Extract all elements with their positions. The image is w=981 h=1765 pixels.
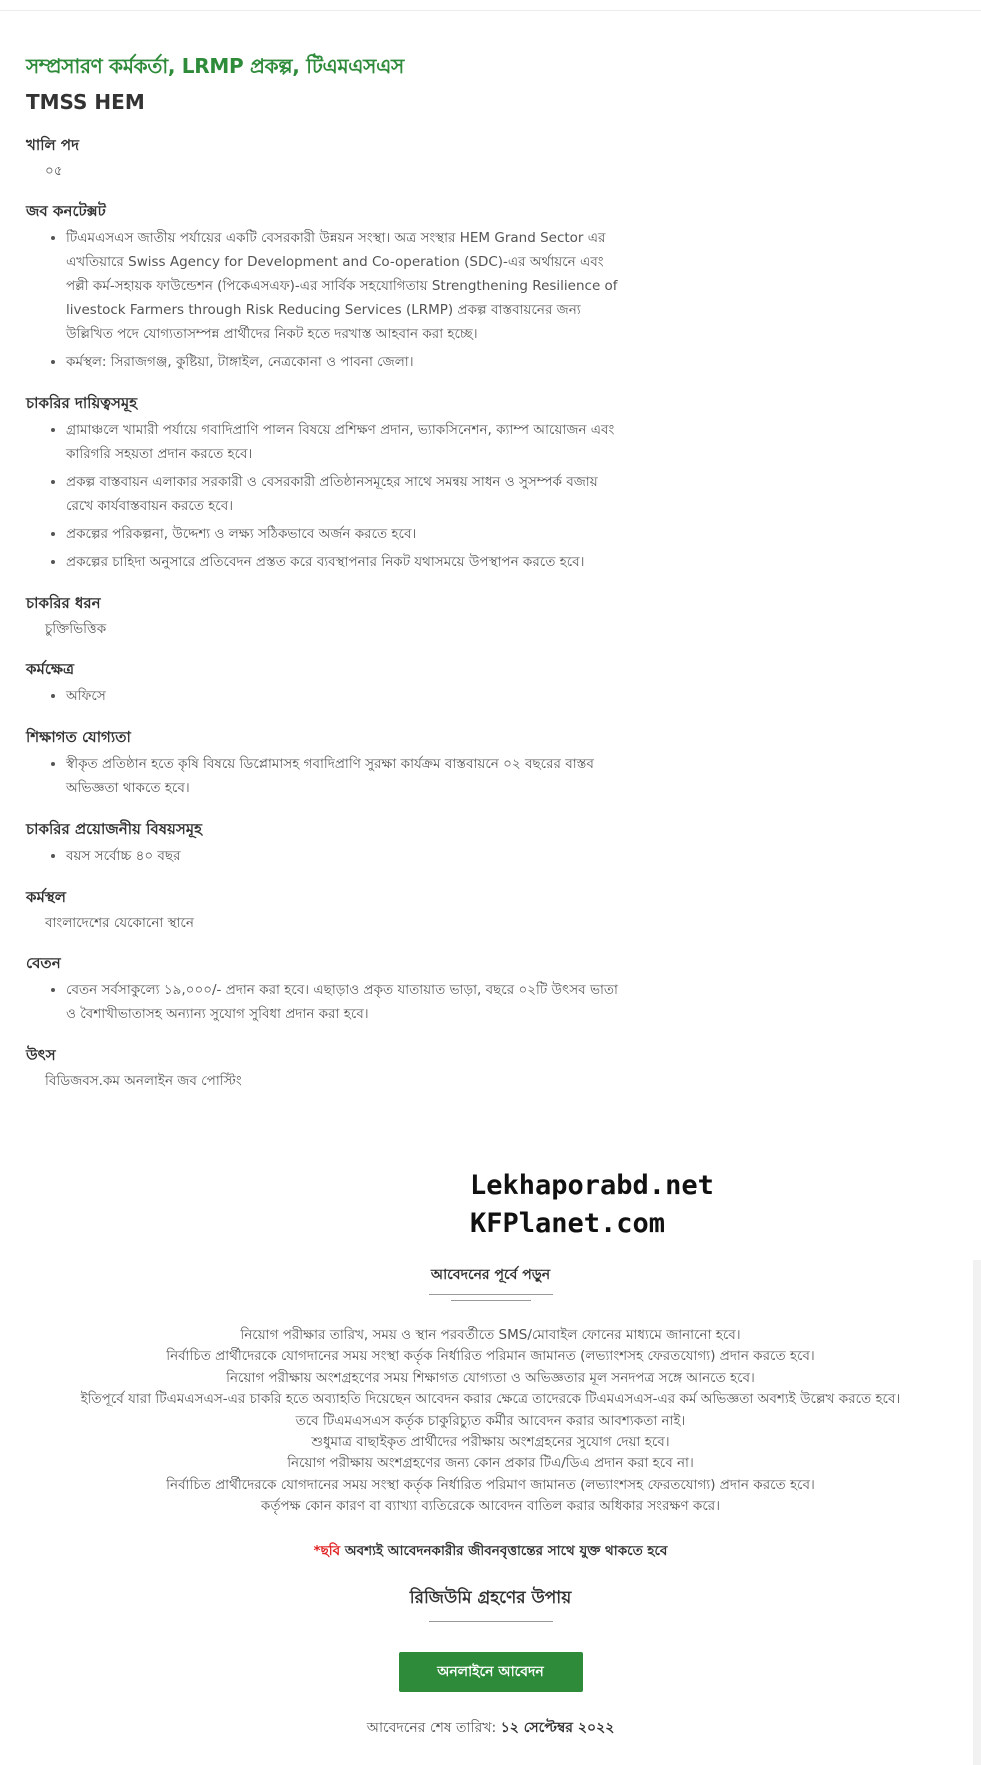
photo-requirement	[0, 1540, 981, 1563]
notice-heading: আবেদনের পূর্বে পড়ুন	[430, 1267, 551, 1283]
location-heading: কর্মস্থল	[26, 888, 66, 906]
notice-line: তবে টিএমএসএস কর্তৃক চাকুরিচ্যুত কর্মীর আবেদন করার আবশ্যকতা নাই।	[295, 1412, 686, 1429]
list-item: • গ্রামাঞ্চলে খামারী পর্যায়ে গবাদিপ্রাণি পালন বিষয়ে প্রশিক্ষণ প্রদান, ভ্যাকসিনেশন, ক্যাম্প আয়োজন এবং কারিগরি সহয়তা প্রদান করতে হবে।	[66, 418, 626, 466]
requirements-section	[26, 818, 626, 868]
responsibilities-list	[26, 418, 626, 574]
notice-line: নির্বাচিত প্রার্থীদেরকে যোগদানের সময় সংস্থা কর্তৃক নির্ধারিত পরিমাণ জামানত (লভ্যাংশসহ ফেরতযোগ্য) প্রদান করতে হবে।	[166, 1476, 815, 1493]
job-type-value: চুক্তিভিত্তিক	[45, 621, 107, 637]
deadline-date: ১২ সেপ্টেম্বর ২০২২	[500, 1719, 615, 1736]
salary-list	[26, 978, 626, 1026]
source-value: বিডিজবস.কম অনলাইন জব পোস্টিং	[45, 1073, 242, 1089]
location-value: বাংলাদেশের যেকোনো স্থানে	[45, 915, 194, 931]
source-heading: উৎস	[26, 1046, 56, 1064]
location-section	[26, 886, 626, 934]
notice-line: নির্বাচিত প্রার্থীদেরকে যোগদানের সময় সংস্থা কর্তৃক নির্ধারিত পরিমান জামানত (লভ্যাংশসহ ফেরতযোগ্য) প্রদান করতে হবে।	[166, 1348, 815, 1365]
notice-line: নিয়োগ পরীক্ষায় অংশগ্রহণের জন্য কোন প্রকার টিএ/ডিএ প্রদান করা হবে না।	[287, 1455, 694, 1472]
notice-line: নিয়োগ পরীক্ষার তারিখ, সময় ও স্থান পরবর্তীতে SMS/মোবাইল ফোনের মাধ্যমে জানানো হবে।	[240, 1327, 741, 1343]
job-context-list	[26, 226, 626, 374]
workplace-list	[26, 684, 626, 708]
job-type-heading: চাকরির ধরন	[26, 594, 101, 612]
job-type-section	[26, 592, 626, 640]
watermark-line-1: Lekhaporabd.net	[470, 1170, 714, 1201]
list-item: • কর্মস্থল: সিরাজগঞ্জ, কুষ্টিয়া, টাঙ্গাইল, নেত্রকোনা ও পাবনা জেলা।	[66, 350, 626, 374]
list-item: • বয়স সর্বোচ্চ ৪০ বছর	[66, 844, 626, 868]
photo-requirement-text: অবশ্যই আবেদনকারীর জীবনবৃত্তান্তের সাথে যুক্ত থাকতে হবে	[340, 1542, 668, 1559]
job-title: সম্প্রসারণ কর্মকর্তা, LRMP প্রকল্প, টিএমএসএস	[26, 54, 404, 78]
notice-line: ইতিপূর্বে যারা টিএমএসএস-এর চাকরি হতে অব্যাহতি দিয়েছেন আবেদন করার ক্ষেত্রে তাদেরকে টিএমএসএস-এর কর্ম অভিজ্ঞতা অবশ্যই উল্লেখ করতে হবে।	[80, 1391, 901, 1408]
education-heading: শিক্ষাগত যোগ্যতা	[26, 728, 131, 746]
job-context-heading: জব কনটেক্সট	[26, 202, 106, 220]
company-name: TMSS HEM	[26, 90, 145, 114]
list-item: • প্রকল্পের চাহিদা অনুসারে প্রতিবেদন প্রস্তত করে ব্যবস্থাপনার নিকট যথাসময়ে উপস্থাপন করতে হবে।	[66, 550, 626, 574]
responsibilities-heading: চাকরির দায়িত্বসমূহ	[26, 394, 138, 412]
education-section	[26, 726, 626, 800]
list-item: • টিএমএসএস জাতীয় পর্যায়ের একটি বেসরকারী উন্নয়ন সংস্থা। অত্র সংস্থার HEM Grand Sector এর এখতিয়ারে Swiss Agency for Development and Co-operation (SDC)-এর অর্থায়নে এবং পল্লী কর্ম-সহায়ক ফাউন্ডেশন (পিকেএসএফ)-এর সার্বিক সহযোগিতায় Strengthening Resilience of livestock Farmers through Risk Reducing Services (LRMP) প্রকল্প বাস্তবায়নের জন্য উল্লিখিত পদে যোগ্যতাসম্পন্ন প্রার্থীদের নিকট হতে দরখাস্ত আহবান করা হচ্ছে।	[66, 226, 626, 346]
divider	[429, 1294, 553, 1295]
watermark-line-2: KFPlanet.com	[470, 1208, 666, 1239]
requirements-list	[26, 844, 626, 868]
divider	[429, 1621, 553, 1622]
requirements-heading: চাকরির প্রয়োজনীয় বিষয়সমূহ	[26, 820, 202, 838]
workplace-section	[26, 658, 626, 708]
notice-line: কর্তৃপক্ষ কোন কারণ বা ব্যাখ্যা ব্যতিরেকে আবেদন বাতিল করার অধিকার সংরক্ষণ করে।	[260, 1498, 721, 1515]
list-item: • অফিসে	[66, 684, 626, 708]
notice-lines	[0, 1325, 981, 1518]
photo-required-marker: *ছবি	[313, 1542, 341, 1559]
top-border	[0, 0, 981, 11]
apply-online-button[interactable]: অনলাইনে আবেদন	[399, 1652, 583, 1692]
salary-section	[26, 952, 626, 1026]
vacancy-value: ০৫	[45, 163, 63, 179]
notice-line: নিয়োগ পরীক্ষায় অংশগ্রহণের সময় শিক্ষাগত যোগ্যতা ও অভিজ্ঞতার মূল সনদপত্র সঙ্গে আনতে হবে।	[226, 1369, 755, 1386]
responsibilities-section	[26, 392, 626, 574]
job-context-section	[26, 200, 626, 374]
workplace-heading: কর্মক্ষেত্র	[26, 660, 75, 678]
list-item: • স্বীকৃত প্রতিষ্ঠান হতে কৃষি বিষয়ে ডিপ্লোমাসহ গবাদিপ্রাণি সুরক্ষা কার্যক্রম বাস্তবায়নে ০২ বছরের বাস্তব অভিজ্ঞতা থাকতে হবে।	[66, 752, 626, 800]
application-deadline	[0, 1716, 981, 1740]
notice-line: শুধুমাত্র বাছাইকৃত প্রার্থীদের পরীক্ষায় অংশগ্রহনের সুযোগ দেয়া হবে।	[311, 1434, 670, 1451]
vacancy-heading: খালি পদ	[26, 136, 79, 154]
source-section	[26, 1044, 626, 1092]
deadline-label: আবেদনের শেষ তারিখ:	[366, 1719, 501, 1736]
list-item: • প্রকল্পের পরিকল্পনা, উদ্দেশ্য ও লক্ষ্য সঠিকভাবে অর্জন করতে হবে।	[66, 522, 626, 546]
apply-instructions	[0, 1264, 981, 1740]
education-list	[26, 752, 626, 800]
resume-heading: রিজিউমি গ্রহণের উপায়	[409, 1587, 572, 1608]
watermark	[470, 1167, 714, 1243]
list-item: • বেতন সর্বসাকুল্যে ১৯,০০০/- প্রদান করা হবে। এছাড়াও প্রকৃত যাতায়াত ভাড়া, বছরে ০২টি উৎসব ভাতা ও বৈশাখীভাতাসহ অন্যান্য সুযোগ সুবিধা প্রদান করা হবে।	[66, 978, 626, 1026]
list-item: • প্রকল্প বাস্তবায়ন এলাকার সরকারী ও বেসরকারী প্রতিষ্ঠানসমূহের সাথে সমন্বয় সাধন ও সুসম্পর্ক বজায় রেখে কার্যবাস্তবায়ন করতে হবে।	[66, 470, 626, 518]
job-details	[26, 52, 626, 1092]
vacancy-section	[26, 134, 626, 182]
salary-heading: বেতন	[26, 954, 61, 972]
divider	[451, 1300, 531, 1301]
